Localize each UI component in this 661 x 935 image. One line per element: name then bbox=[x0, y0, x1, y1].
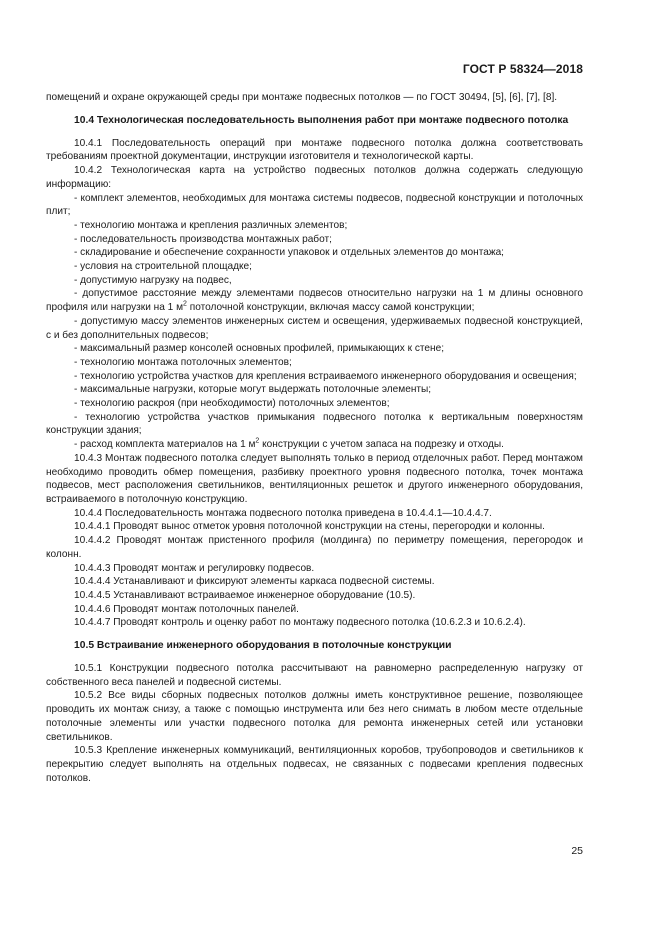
intro-paragraph: помещений и охране окружающей среды при монтаже подвесных потолков — по ГОСТ 30494, [5], [6], [7], [8]. bbox=[46, 92, 558, 103]
paragraph-10-4-2: 10.4.2 Технологическая карта на устройство подвесных потолков должна содержать следующую информацию: bbox=[46, 165, 583, 190]
step-10-4-4-4: 10.4.4.4 Устанавливают и фиксируют элементы каркаса подвесной системы. bbox=[74, 576, 435, 588]
list-item: - допустимую массу элементов инженерных систем и освещения, удерживаемых подвесной конструкцией, с и без дополнительных подвесов; bbox=[46, 315, 583, 341]
step-10-4-4-5: 10.4.4.5 Устанавливают встраиваемое инженерное оборудование (10.5). bbox=[74, 589, 416, 601]
list-item: - условия на строительной площадке; bbox=[74, 261, 252, 273]
step-10-4-4-1: 10.4.4.1 Проводят вынос отметок уровня потолочной конструкции на стены, перегородки и колонны. bbox=[74, 521, 545, 533]
paragraph-10-5-3: 10.5.3 Крепление инженерных коммуникаций, вентиляционных коробов, трубопроводов и светильников к перекрытию следует выполнять на отдельных подвесах, не связанных с подвесами крепления подвесных потолков. bbox=[46, 745, 583, 784]
step-10-4-4-3: 10.4.4.3 Проводят монтаж и регулировку подвесов. bbox=[74, 562, 315, 574]
step-10-4-4-6: 10.4.4.6 Проводят монтаж потолочных панелей. bbox=[74, 603, 299, 615]
list-item: - технологию раскроя (при необходимости) потолочных элементов; bbox=[74, 398, 390, 410]
paragraph-10-4-3: 10.4.3 Монтаж подвесного потолка следует выполнять только в период отделочных работ. Перед монтажом необходимо проводить обмер помещения, разбивку проектного уровня подвесного потолка, точек монтажа подвесов, мест расположения светильников, вентиляционных решеток и другого инженерного оборудования, встраиваемого в потолочную конструкцию. bbox=[46, 452, 583, 505]
step-10-4-4-2: 10.4.4.2 Проводят монтаж пристенного профиля (молдинга) по периметру помещения, перегородок и колонн. bbox=[46, 535, 583, 560]
list-item: - максимальные нагрузки, которые могут выдержать потолочные элементы; bbox=[74, 384, 432, 396]
section-10-4-heading: 10.4 Технологическая последовательность выполнения работ при монтаже подвесного потолка bbox=[74, 114, 569, 126]
step-10-4-4-7: 10.4.4.7 Проводят контроль и оценку работ по монтажу подвесного потолка (10.6.2.3 и 10.6.2.4). bbox=[74, 617, 526, 629]
list-item: - складирование и обеспечение сохранности упаковок и отдельных элементов до монтажа; bbox=[74, 247, 504, 259]
paragraph-10-4-1: 10.4.1 Последовательность операций при монтаже подвесного потолка должна соответствовать требованиям проектной документации, инструкции изготовителя и технологической карты. bbox=[46, 137, 583, 163]
paragraph-10-4-4: 10.4.4 Последовательность монтажа подвесного потолка приведена в 10.4.4.1—10.4.4.7. bbox=[74, 507, 492, 519]
document-code: ГОСТ Р 58324—2018 bbox=[462, 62, 583, 76]
list-item: - последовательность производства монтажных работ; bbox=[74, 233, 332, 245]
list-item: - комплект элементов, необходимых для монтажа системы подвесов, подвесной конструкции и потолочных плит; bbox=[46, 192, 583, 218]
list-item: - технологию монтажа потолочных элементов; bbox=[74, 356, 292, 368]
list-item-text: конструкции с учетом запаса на подрезку и отходы. bbox=[259, 439, 504, 451]
list-item: - технологию устройства участков примыкания подвесного потолка к вертикальным поверхностям конструкции здания; bbox=[46, 411, 583, 437]
superscript: 2 bbox=[183, 300, 187, 308]
list-item-text: потолочной конструкции, включая массу самой конструкции; bbox=[186, 302, 475, 314]
section-10-5-heading: 10.5 Встраивание инженерного оборудования в потолочные конструкции bbox=[74, 640, 452, 652]
list-item bbox=[46, 438, 583, 452]
list-item-text: - допустимое расстояние между элементами подвесов относительно нагрузки на 1 м длины основного профиля или нагрузки на 1 м bbox=[46, 288, 583, 314]
list-item: - технологию монтажа и крепления различных элементов; bbox=[74, 219, 348, 231]
requirements-list bbox=[46, 192, 583, 452]
page-number: 25 bbox=[571, 845, 583, 857]
superscript: 2 bbox=[255, 437, 260, 445]
list-item: - технологию устройства участков для крепления встраиваемого инженерного оборудования и освещения; bbox=[74, 370, 577, 382]
list-item-text: - расход комплекта материалов на 1 м bbox=[74, 439, 256, 451]
paragraph-10-5-1: 10.5.1 Конструкции подвесного потолка рассчитывают на равномерно распределенную нагрузку от собственного веса панелей и подвесной системы. bbox=[46, 663, 583, 688]
page-body bbox=[46, 91, 583, 785]
list-item bbox=[46, 287, 583, 314]
list-item: - максимальный размер консолей основных профилей, примыкающих к стене; bbox=[74, 343, 445, 355]
list-item: - допустимую нагрузку на подвес, bbox=[74, 274, 232, 286]
paragraph-10-5-2: 10.5.2 Все виды сборных подвесных потолков должны иметь конструктивное решение, позволяющее проводить их монтаж снизу, а также с помощью инструмента или без него снимать в любом месте отдельные потолочные элементы или участки подвесного потолка для ремонта инженерных сетей или установки светильников. bbox=[46, 690, 583, 743]
